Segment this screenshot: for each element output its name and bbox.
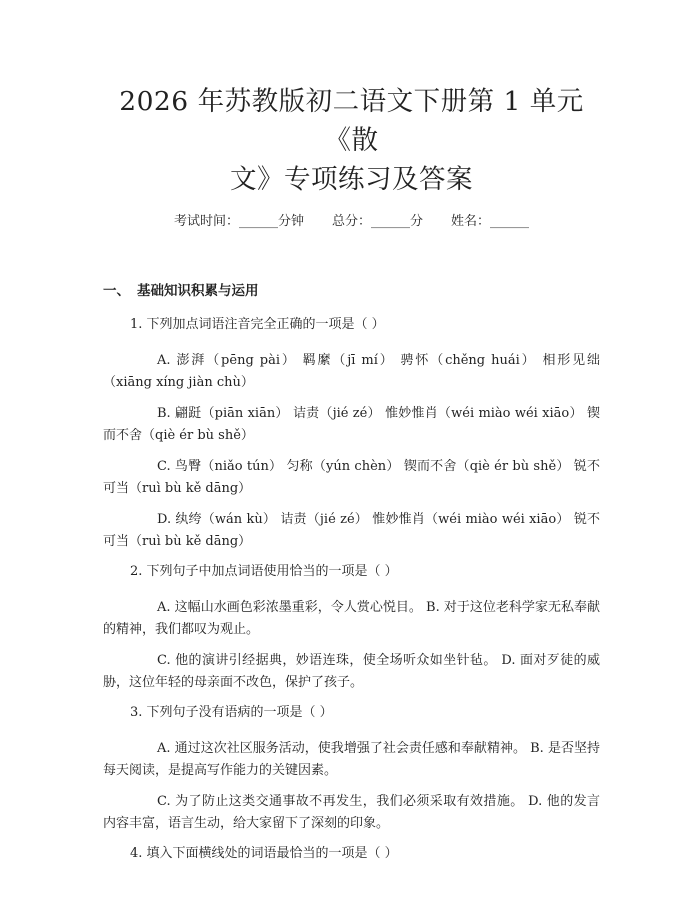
document-title — [103, 82, 600, 199]
question-2 — [103, 562, 600, 694]
question-option: A. 这幅山水画色彩浓墨重彩，令人赏心悦目。 B. 对于这位老科学家无私奉献的精神，我们都叹为观止。 — [103, 600, 600, 637]
question-1 — [103, 315, 600, 553]
question-option: C. 他的演讲引经据典，妙语连珠，使全场听众如坐针毡。 D. 面对歹徒的威胁，这位年轻的母亲面不改色，保护了孩子。 — [103, 653, 600, 690]
exam-score: 总分：______分 — [331, 214, 423, 229]
section-heading — [103, 281, 600, 301]
question-stem: 1. 下列加点词语注音完全正确的一项是（ ） — [130, 317, 385, 332]
title-line-2: 文》专项练习及答案 — [230, 164, 473, 195]
exam-name: 姓名：______ — [451, 214, 530, 229]
question-option: A. 通过这次社区服务活动，使我增强了社会责任感和奉献精神。 B. 是否坚持每天阅读，是提高写作能力的关键因素。 — [103, 741, 600, 778]
section-number: 一、 — [103, 283, 130, 299]
question-4 — [103, 844, 600, 864]
question-stem: 2. 下列句子中加点词语使用恰当的一项是（ ） — [130, 564, 398, 579]
title-line-1: 2026 年苏教版初二语文下册第 1 单元《散 — [119, 86, 584, 156]
question-option: C. 为了防止这类交通事故不再发生，我们必须采取有效措施。 D. 他的发言内容丰富，语言生动，给大家留下了深刻的印象。 — [103, 794, 600, 831]
question-option: D. 纨绔（wán kù） 诘责（jié zé） 惟妙惟肖（wéi miào wéi xiāo） 锐不可当（ruì bù kě dāng） — [103, 512, 600, 549]
question-option: C. 鸟臀（niǎo tún） 匀称（yún chèn） 锲而不舍（qiè ér bù shě） 锐不可当（ruì bù kě dāng） — [103, 459, 600, 496]
question-option: A. 澎湃（pēng pài） 羁縻（jī mí） 骋怀（chěng huái） 相形见绌（xiāng xíng jiàn chù） — [103, 353, 600, 390]
question-stem: 3. 下列句子没有语病的一项是（ ） — [130, 705, 333, 720]
question-3 — [103, 703, 600, 835]
exam-time: 考试时间：______分钟 — [173, 214, 304, 229]
question-stem: 4. 填入下面横线处的词语最恰当的一项是（ ） — [130, 846, 398, 861]
exam-meta — [103, 212, 600, 232]
section-title: 基础知识积累与运用 — [137, 283, 259, 299]
question-option: B. 翩跹（piān xiān） 诘责（jié zé） 惟妙惟肖（wéi miào wéi xiāo） 锲而不舍（qiè ér bù shě） — [103, 406, 600, 443]
